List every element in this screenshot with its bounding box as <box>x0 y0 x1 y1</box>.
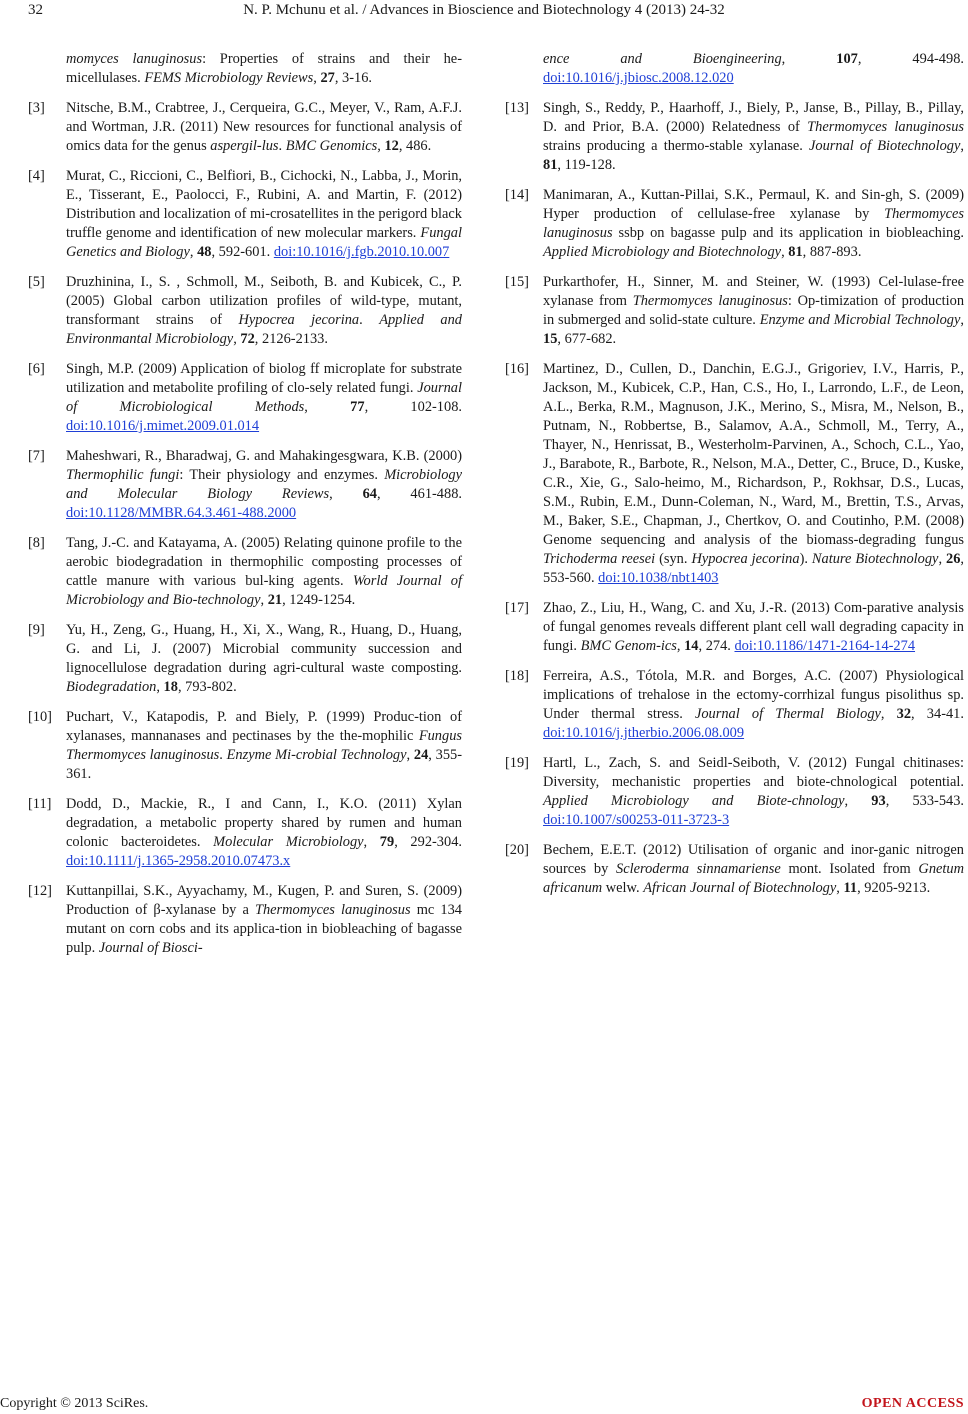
reference-italic-text: Applied Microbiology and Biote-chnology <box>543 793 845 809</box>
reference-text: , 553-560. <box>543 551 964 586</box>
reference-italic-text: Journal of Biosci- <box>98 940 203 956</box>
page-number: 32 <box>28 2 43 18</box>
reference-text: , 34-41. <box>911 706 964 722</box>
reference-volume: 81 <box>543 157 558 173</box>
reference-volume: 15 <box>543 331 558 347</box>
reference-text: , 292-304. <box>394 834 462 850</box>
reference-number: [5] <box>28 274 45 290</box>
reference-italic-text: Enzyme Mi-crobial Technology <box>226 747 407 763</box>
doi-link[interactable]: doi:10.1038/nbt1403 <box>598 570 719 586</box>
reference-text: , 2126-2133. <box>254 331 328 347</box>
reference-text: , <box>781 244 789 260</box>
reference-italic-text: Microbiology and Molecular Biology Reviews <box>66 467 462 502</box>
reference-number: [11] <box>28 796 52 812</box>
reference-italic-text: Scleroderma sinnamariense <box>616 861 781 877</box>
reference-text: , 1249-1254. <box>282 592 356 608</box>
reference-text: , 274. <box>698 638 735 654</box>
reference-italic-text: Thermomyces lanuginosus <box>807 119 964 135</box>
reference-italic-text: Fungal Genetics and Biology <box>66 225 462 260</box>
doi-link[interactable]: doi:10.1186/1471-2164-14-274 <box>734 638 916 654</box>
reference-text: , <box>844 793 872 809</box>
reference-text: , <box>880 706 897 722</box>
reference-italic-text: World Journal of Microbiology and Bio-technology <box>66 573 463 608</box>
reference-italic-text: Hypocrea jecorina <box>691 551 800 567</box>
reference-entry <box>28 882 462 958</box>
reference-text: Purkarthofer, H., Sinner, M. and Steiner, W. (1993) Cel-lulase-free xylanase from <box>543 274 964 309</box>
footer-copyright: Copyright © 2013 SciRes. <box>0 1396 149 1411</box>
reference-italic-text: ence and Bioengineering <box>543 51 782 67</box>
reference-volume: 81 <box>788 244 803 260</box>
reference-text: , <box>189 244 198 260</box>
reference-text: strains producing a thermo-stable xylanase. <box>543 138 810 154</box>
reference-volume: 14 <box>684 638 699 654</box>
reference-entry <box>505 599 964 656</box>
reference-entry <box>505 667 964 743</box>
reference-text: , <box>781 51 837 67</box>
doi-link[interactable]: doi:10.1016/j.fgb.2010.10.007 <box>273 244 450 260</box>
reference-volume: 79 <box>379 834 395 850</box>
reference-volume: 32 <box>896 706 912 722</box>
reference-text: ). <box>799 551 812 567</box>
reference-text: , <box>233 331 241 347</box>
doi-link[interactable]: doi:10.1016/j.mimet.2009.01.014 <box>66 418 260 434</box>
reference-text: , <box>156 679 164 695</box>
doi-link[interactable]: doi:10.1016/j.jbiosc.2008.12.020 <box>543 70 734 86</box>
reference-italic-text: Journal of Biotechnology <box>809 138 961 154</box>
reference-number: [8] <box>28 535 45 551</box>
doi-link[interactable]: doi:10.1007/s00253-011-3723-3 <box>543 812 730 828</box>
reference-text: Singh, M.P. (2009) Application of biolog ff microplate for substrate utilization and metabolite profiling of clo-sely related fungi. <box>66 361 462 396</box>
reference-volume: 21 <box>267 592 283 608</box>
reference-text: , 355-361. <box>66 747 462 782</box>
reference-number: [7] <box>28 448 45 464</box>
reference-text: , 533-543. <box>885 793 965 809</box>
reference-italic-text: Journal of Thermal Biology <box>694 706 881 722</box>
reference-text: , 102-108. <box>364 399 462 415</box>
reference-text: , 494-498. <box>857 51 964 67</box>
reference-entry <box>28 360 462 436</box>
reference-volume: 18 <box>163 679 178 695</box>
reference-italic-text: Fungus Thermomyces lanuginosus <box>66 728 462 763</box>
reference-text: Nitsche, B.M., Crabtree, J., Cerqueira, G.C., Meyer, V., Ram, A.F.J. and Wortman, J.R. (2011) New resources for functional analysis of omics data for the genus <box>66 100 462 154</box>
reference-text: Druzhinina, I., S. , Schmoll, M., Seiboth, B. and Kubicek, C., P. (2005) Global carbon utilization profiles of wild-type, mutant, transformant strains of <box>66 274 462 328</box>
reference-italic-text: Enzyme and Microbial Technology <box>759 312 961 328</box>
reference-text: , <box>304 399 351 415</box>
reference-volume: 107 <box>836 51 858 67</box>
reference-text: , 486. <box>398 138 432 154</box>
reference-text: ssbp on bagasse pulp and its application in biobleaching. <box>612 225 964 241</box>
reference-italic-text: Thermomyces lanuginosus <box>543 206 964 241</box>
running-head: N. P. Mchunu et al. / Advances in Bioscience and Biotechnology 4 (2013) 24-32 <box>243 2 725 18</box>
reference-text: , 3-16. <box>334 70 373 86</box>
reference-text: , <box>377 138 385 154</box>
reference-italic-text: aspergil-lus <box>210 138 279 154</box>
reference-text: , <box>363 834 380 850</box>
reference-text: Zhao, Z., Liu, H., Wang, C. and Xu, J.-R. (2013) Com-parative analysis of fungal genomes reveals different plant cell wall degrading capacity in fungi. <box>543 600 964 654</box>
reference-italic-text: Hypocrea jecorina <box>238 312 360 328</box>
reference-column-left <box>28 50 462 969</box>
reference-italic-text: Applied and Environmantal Microbiology <box>66 312 462 347</box>
reference-volume: 48 <box>197 244 212 260</box>
reference-number: [17] <box>505 600 529 616</box>
reference-entry <box>28 708 462 784</box>
reference-italic-text: Molecular Microbiology <box>213 834 364 850</box>
reference-number: [12] <box>28 883 52 899</box>
reference-text: Dodd, D., Mackie, R., I and Cann, I., K.O. (2011) Xylan degradation, a metabolic property shared by rumen and human colonic bacteroidetes. <box>66 796 462 850</box>
reference-text: Yu, H., Zeng, G., Huang, H., Xi, X., Wang, R., Huang, D., Huang, G. and Li, J. (2007) Microbial community succession and lignocellulose degradation during agri-cultural waste composting. <box>66 622 462 676</box>
reference-text: , <box>329 486 363 502</box>
reference-entry <box>505 360 964 588</box>
reference-text: , <box>960 138 964 154</box>
reference-text: Hartl, L., Zach, S. and Seidl-Seiboth, V. (2012) Fungal chitinases: Diversity, mechanistic properties and biote-chnological potential. <box>543 755 964 790</box>
doi-link[interactable]: doi:10.1016/j.jtherbio.2006.08.009 <box>543 725 745 741</box>
reference-number: [18] <box>505 668 529 684</box>
reference-text: Martinez, D., Cullen, D., Danchin, E.G.J., Grigoriev, I.V., Harris, P., Jackson, M., Kubicek, C.P., Han, C.S., Ho, I., Larrondo, L.F., de Leon, A.L., Berka, R.M., Magnuson, J.K., Merino, S., Misra, M., Nelson, B., Putnam, N., Robbertse, B., Salamov, A.A., Schmoll, M., Terry, A., Thayer, N., Henrissat, B., Westerholm-Parvinen, A., Schoch, C.L., Yao, J., Barabote, R., Barbote, R., Nelson, M.A., Detter, C., Bruce, D., Kuske, C.R., Xie, G., Salo-heimo, M., Richardson, P., Rokhsar, D.S., Lucas, S.M., Rubin, E.M., Dunn-Coleman, N., Ward, M., Brettin, T.S., Arvas, M., Baker, S.E., Chapman, J., Chertkov, O. and Coutinho, P.M. (2008) Genome sequencing and analysis of the biomass-degrading fungus <box>543 361 964 548</box>
reference-volume: 93 <box>871 793 886 809</box>
reference-text: Maheshwari, R., Bharadwaj, G. and Mahakingesgwara, K.B. (2000) <box>66 448 462 464</box>
reference-number: [10] <box>28 709 52 725</box>
reference-text: , 793-802. <box>177 679 237 695</box>
reference-text: Murat, C., Riccioni, C., Belfiori, B., Cichocki, N., Labba, J., Morin, E., Tisserant, E., Paolocci, F., Rubini, A. and Martin, F. (2012) Distribution and localization of mi-crosatellites in the perigord black truffle genome and identification of new molecular markers. <box>66 168 462 241</box>
reference-italic-text: Gnetum africanum <box>543 861 964 896</box>
reference-entry <box>505 754 964 830</box>
reference-number: [13] <box>505 100 529 116</box>
reference-volume: 24 <box>413 747 429 763</box>
reference-text: Singh, S., Reddy, P., Haarhoff, J., Biely, P., Janse, B., Pillay, B., Pillay, D. and Prior, B.A. (2000) Relatedness of <box>543 100 964 135</box>
reference-text: , <box>313 70 321 86</box>
reference-text: , <box>836 880 844 896</box>
reference-number: [9] <box>28 622 45 638</box>
reference-italic-text: African Journal of Biotechnology <box>643 880 837 896</box>
reference-entry <box>28 534 462 610</box>
reference-number: [20] <box>505 842 529 858</box>
reference-volume: 27 <box>320 70 335 86</box>
reference-italic-text: Trichoderma reesei <box>543 551 656 567</box>
reference-text: Tang, J.-C. and Katayama, A. (2005) Relating quinone profile to the aerobic biodegradation in thermophilic composting processes of cattle manure with various bul-king agents. <box>66 535 462 589</box>
reference-text: , 119-128. <box>557 157 616 173</box>
reference-text: , <box>676 638 685 654</box>
reference-text: : Their physiology and enzymes. <box>179 467 385 483</box>
reference-text: , <box>406 747 414 763</box>
reference-entry <box>505 186 964 262</box>
reference-number: [15] <box>505 274 529 290</box>
reference-number: [16] <box>505 361 529 377</box>
reference-entry <box>505 273 964 349</box>
reference-text: Kuttanpillai, S.K., Ayyachamy, M., Kugen, P. and Suren, S. (2009) Production of β-xylanase by a <box>66 883 462 918</box>
reference-text: welw. <box>602 880 644 896</box>
reference-entry <box>28 273 462 349</box>
reference-text: : Properties of strains and their he-micellulases. <box>66 51 462 86</box>
reference-entry <box>28 167 462 262</box>
reference-entry <box>28 795 462 871</box>
reference-text: mc 134 mutant on corn cobs and its applica-tion in biobleaching of bagasse pulp. <box>66 902 462 956</box>
reference-text: Puchart, V., Katapodis, P. and Biely, P. (1999) Produc-tion of xylanases, mannanases and pectinases by the the-mophilic <box>66 709 462 744</box>
reference-text: . <box>219 747 227 763</box>
reference-italic-text: Applied Microbiology and Biotechnology <box>543 244 782 260</box>
reference-text: mont. Isolated from <box>780 861 919 877</box>
reference-italic-text: Journal of Microbiological Methods <box>66 380 462 415</box>
reference-volume: 72 <box>240 331 255 347</box>
reference-italic-text: Nature Biotechnology <box>811 551 939 567</box>
reference-entry <box>28 50 462 88</box>
reference-volume: 77 <box>350 399 365 415</box>
reference-text: . <box>278 138 286 154</box>
footer-open-access: OPEN ACCESS <box>861 1396 964 1411</box>
reference-entry <box>505 99 964 175</box>
reference-italic-text: momyces lanuginosus <box>66 51 203 67</box>
reference-text: , <box>260 592 268 608</box>
doi-link[interactable]: doi:10.1128/MMBR.64.3.461-488.2000 <box>66 505 297 521</box>
reference-text: (syn. <box>655 551 692 567</box>
reference-text: : Op-timization of production in submerged and solid-state culture. <box>543 293 965 328</box>
reference-entry <box>28 99 462 156</box>
reference-text: , 9205-9213. <box>857 880 931 896</box>
reference-number: [14] <box>505 187 529 203</box>
reference-column-right <box>505 50 964 909</box>
reference-text: . <box>359 312 380 328</box>
reference-entry <box>505 50 964 88</box>
reference-volume: 26 <box>946 551 961 567</box>
reference-entry <box>505 841 964 898</box>
reference-entry <box>28 621 462 697</box>
reference-number: [6] <box>28 361 45 377</box>
reference-text: , <box>960 312 964 328</box>
reference-entry <box>28 447 462 523</box>
reference-text: , 592-601. <box>211 244 274 260</box>
reference-italic-text: Biodegradation <box>66 679 157 695</box>
reference-italic-text: Thermomyces lanuginosus <box>254 902 411 918</box>
reference-text: , <box>938 551 946 567</box>
reference-number: [3] <box>28 100 45 116</box>
reference-italic-text: Thermophilic fungi <box>66 467 180 483</box>
reference-italic-text: FEMS Microbiology Reviews <box>144 70 314 86</box>
reference-volume: 64 <box>362 486 377 502</box>
reference-text: , 677-682. <box>557 331 617 347</box>
reference-italic-text: BMC Genom-ics <box>580 638 677 654</box>
reference-italic-text: Thermomyces lanuginosus <box>632 293 788 309</box>
reference-text: Ferreira, A.S., Tótola, M.R. and Borges, A.C. (2007) Physiological implications of trehalose in the ectomy-corrhizal fungus pisolithus sp. Under thermal stress. <box>543 668 964 722</box>
reference-text: , 461-488. <box>376 486 462 502</box>
reference-number: [4] <box>28 168 45 184</box>
reference-italic-text: BMC Genomics <box>285 138 378 154</box>
reference-text: Bechem, E.E.T. (2012) Utilisation of organic and inor-ganic nitrogen sources by <box>543 842 964 877</box>
reference-volume: 11 <box>843 880 858 896</box>
doi-link[interactable]: doi:10.1111/j.1365-2958.2010.07473.x <box>66 853 291 869</box>
reference-text: , 887-893. <box>802 244 862 260</box>
reference-number: [19] <box>505 755 529 771</box>
reference-text: Manimaran, A., Kuttan-Pillai, S.K., Permaul, K. and Sin-gh, S. (2009) Hyper production of cellulase-free xylanase by <box>543 187 964 222</box>
reference-volume: 12 <box>384 138 399 154</box>
